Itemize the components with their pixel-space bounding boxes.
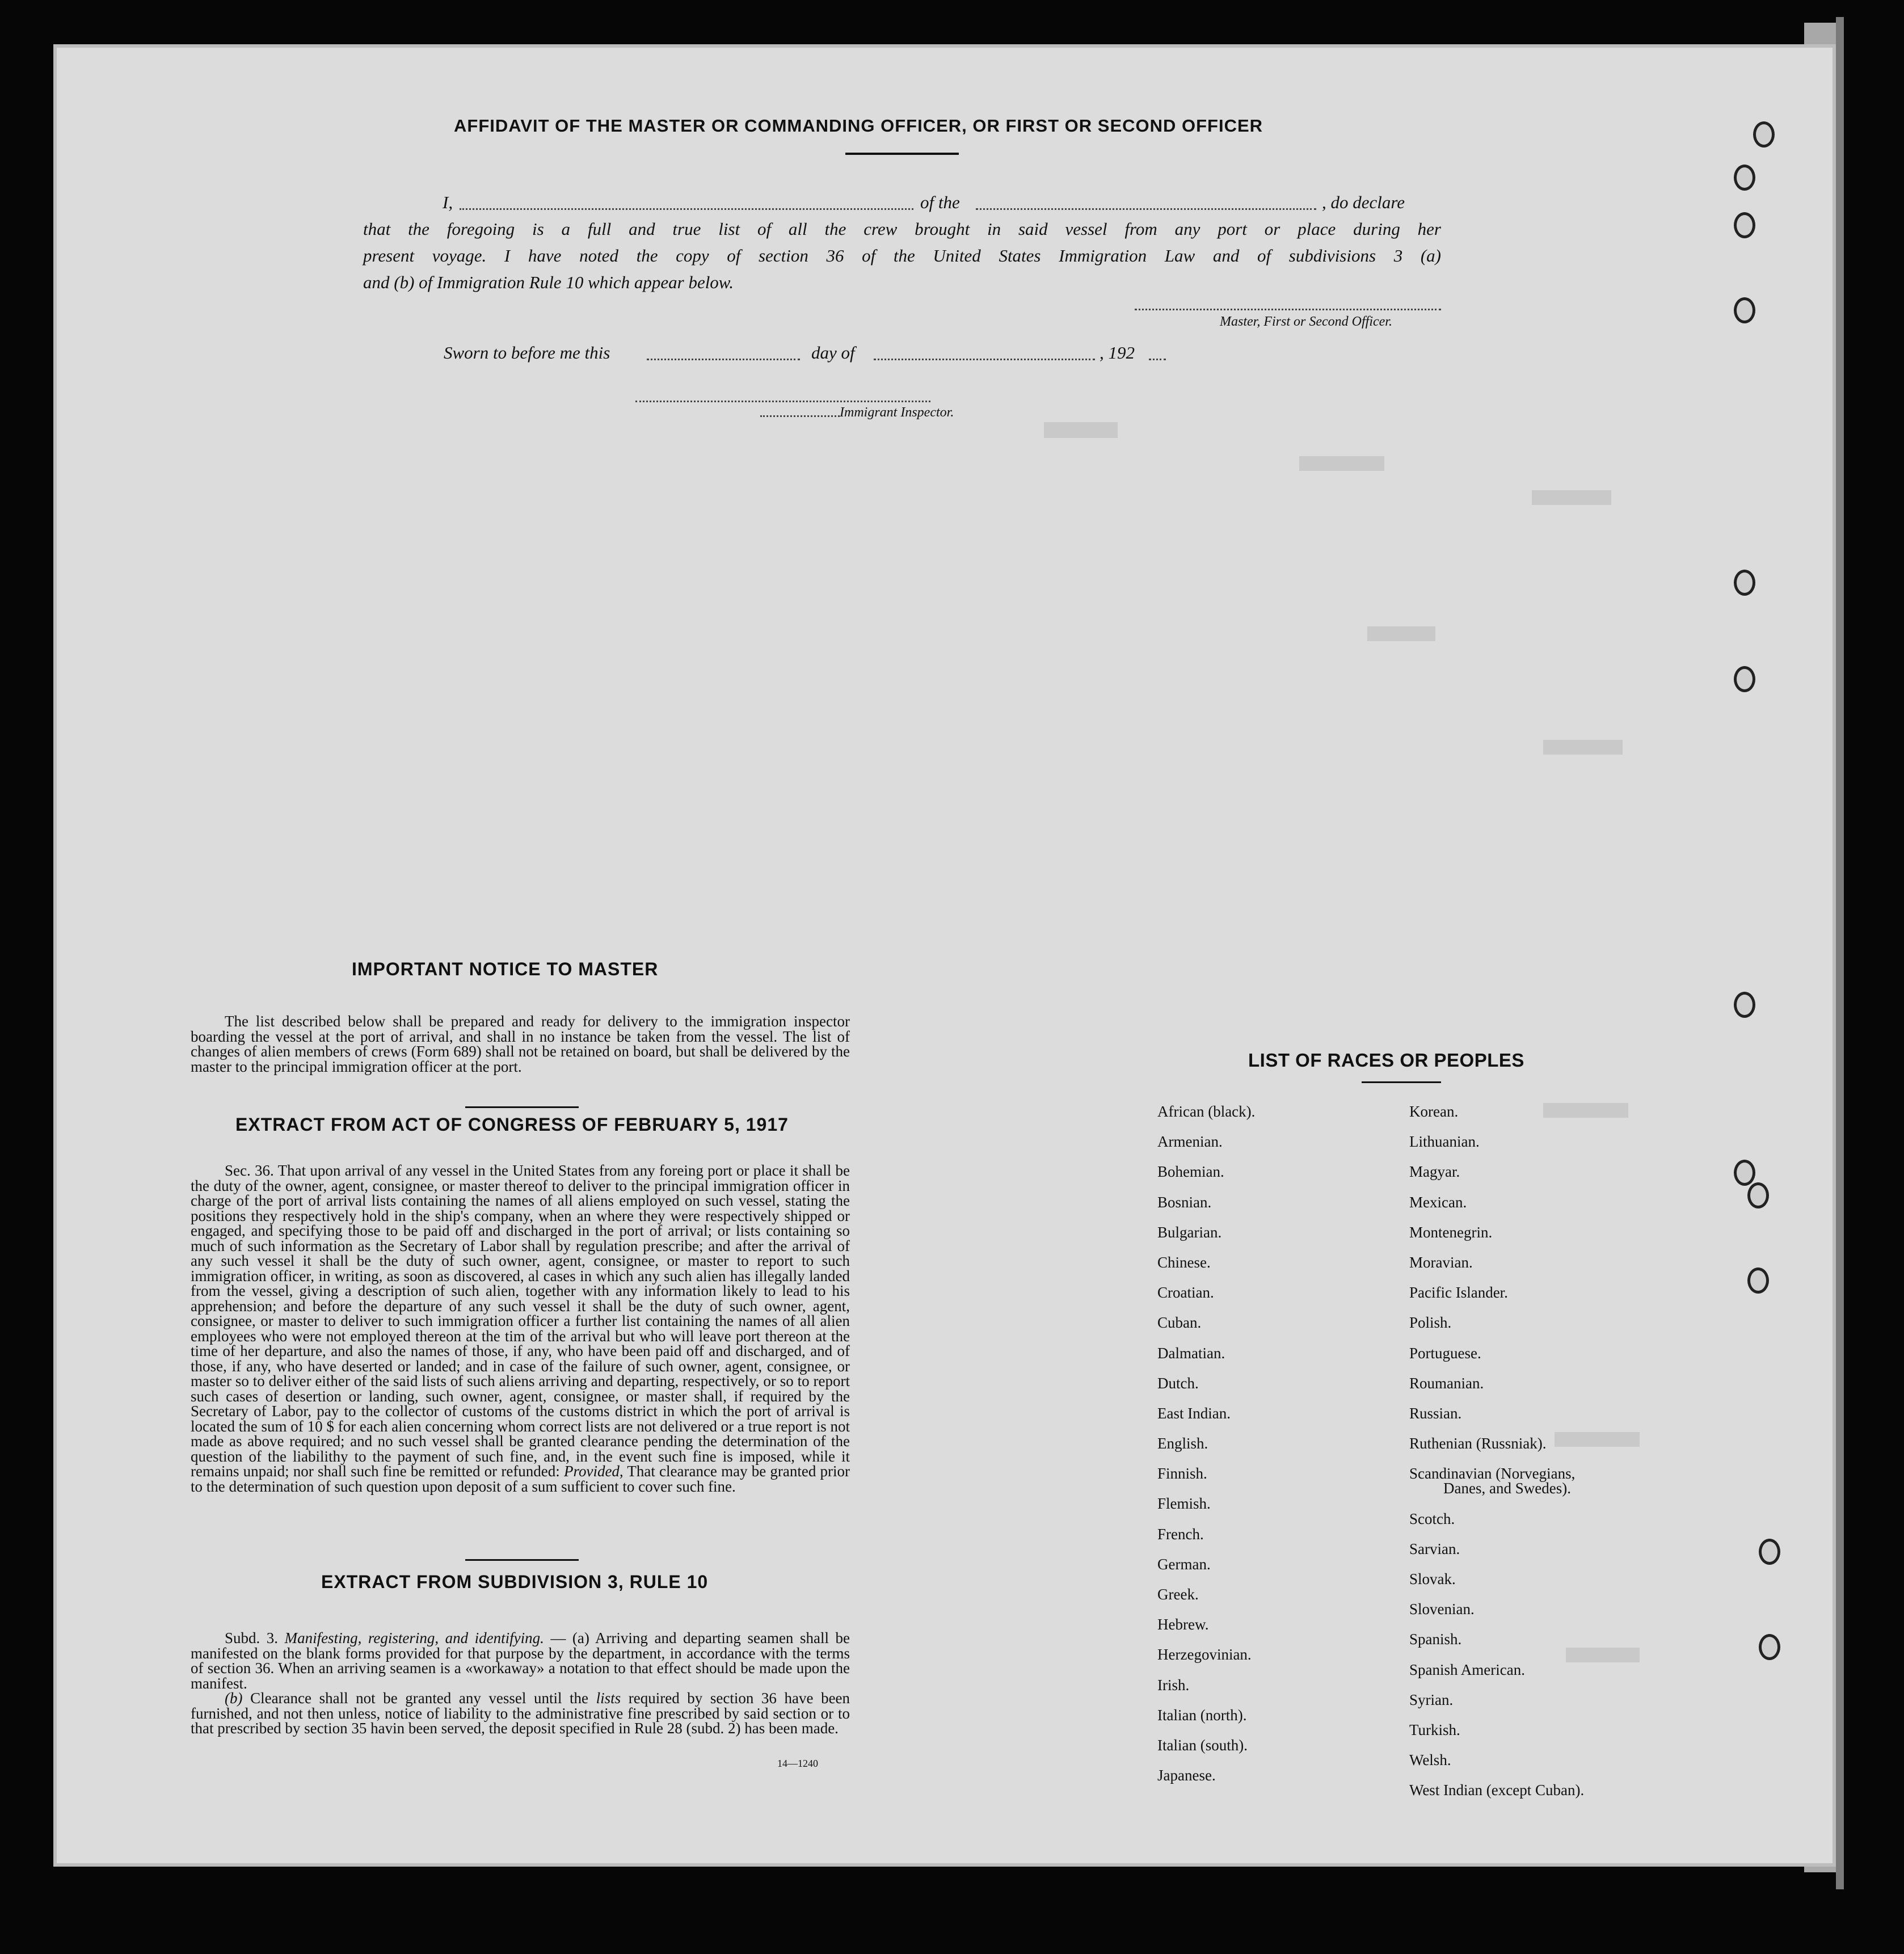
race-item: Portuguese. (1409, 1344, 1481, 1362)
race-item: Chinese. (1157, 1253, 1211, 1271)
binder-hole (1734, 992, 1755, 1018)
race-item: Hebrew. (1157, 1616, 1209, 1633)
rule-para-b-lists: lists (596, 1690, 621, 1707)
races-underline (1362, 1081, 1441, 1083)
race-item: Bosnian. (1157, 1193, 1212, 1211)
race-item: Roumanian. (1409, 1374, 1484, 1392)
races-right-column (1409, 1103, 1584, 1812)
race-item: Russian. (1409, 1404, 1462, 1422)
race-item: English. (1157, 1435, 1208, 1452)
race-item: West Indian (except Cuban). (1409, 1782, 1585, 1799)
form-number: 14—1240 (777, 1758, 818, 1769)
name-blank-line[interactable] (460, 208, 913, 210)
act-sec-label: Sec. 36. (225, 1162, 274, 1179)
race-item: East Indian. (1157, 1404, 1231, 1422)
act-provided-label: Provided, (563, 1463, 624, 1480)
binder-hole (1747, 1182, 1769, 1208)
binder-hole (1734, 212, 1755, 238)
rule-subd-italic: Manifesting, registering, and identifying. (284, 1629, 544, 1646)
day-blank-line[interactable] (647, 359, 800, 360)
binder-hole (1734, 165, 1755, 191)
binder-hole (1759, 1539, 1780, 1565)
race-item: Korean. (1409, 1103, 1459, 1120)
notice-body: The list described below shall be prepared and ready for delivery to the immigration inspector boarding the vessel at the port of arrival, and shall in no instance be taken from the vessel. The list of changes of alien members of crews (Form 689) shall not be retained on board, but shall be delivered by the master to the principal immigration officer at the port. (191, 1013, 850, 1075)
race-item: Herzegovinian. (1157, 1646, 1252, 1664)
races-left-column (1157, 1103, 1255, 1797)
act-title: EXTRACT FROM ACT OF CONGRESS OF FEBRUARY 5, 1917 (235, 1114, 789, 1135)
rule-para-a (191, 1631, 850, 1691)
affidavit-statement-line3: and (b) of Immigration Rule 10 which appear below. (363, 272, 734, 292)
bleed-through-mark (1532, 490, 1611, 505)
race-item: Welsh. (1409, 1751, 1451, 1769)
race-item: Spanish American. (1409, 1661, 1525, 1678)
year-label: , 192 (1100, 343, 1135, 363)
race-item: Scotch. (1409, 1510, 1455, 1527)
races-title: LIST OF RACES OR PEOPLES (1248, 1050, 1524, 1071)
race-item: Bohemian. (1157, 1163, 1224, 1181)
race-item: Greek. (1157, 1586, 1199, 1603)
affidavit-of-the-label: of the (920, 192, 960, 212)
race-item: Cuban. (1157, 1314, 1202, 1332)
document-page (57, 48, 1833, 1863)
month-blank-line[interactable] (874, 359, 1095, 360)
race-item: Sarvian. (1409, 1540, 1460, 1557)
rule-subd-label: Subd. 3. (225, 1629, 279, 1646)
race-item: Croatian. (1157, 1284, 1214, 1302)
race-item: Magyar. (1409, 1163, 1460, 1181)
signature-caption: Master, First or Second Officer. (1220, 314, 1392, 329)
race-item: Spanish. (1409, 1631, 1462, 1648)
affidavit-i-label: I, (443, 192, 453, 212)
rule-para-b-post: required by section 36 have been furnished, and not then unless, notice of liability to the administrative fine prescribed by said section or to that prescribed by section 35 havin been served, the deposit specified in Rule 28 (subd. 2) has been made. (191, 1690, 850, 1737)
race-item: Montenegrin. (1409, 1223, 1493, 1241)
affidavit-statement-line1: that the foregoing is a full and true list of all the crew brought in said vessel from any port or place during her (363, 219, 1441, 239)
race-item: Irish. (1157, 1676, 1190, 1694)
race-item: Pacific Islander. (1409, 1284, 1508, 1302)
title-underline (845, 153, 959, 155)
race-item: Bulgarian. (1157, 1223, 1222, 1241)
race-item: German. (1157, 1555, 1211, 1573)
vessel-blank-line[interactable] (976, 208, 1316, 210)
race-item: Flemish. (1157, 1495, 1211, 1513)
race-item: Scandinavian (Norvegians, (1409, 1465, 1576, 1483)
rule-para-b (191, 1691, 850, 1736)
race-item: Slovak. (1409, 1570, 1456, 1587)
binder-hole (1753, 121, 1775, 148)
race-item: Moravian. (1409, 1253, 1473, 1271)
race-item: Slovenian. (1409, 1601, 1475, 1618)
signature-blank-line[interactable] (1135, 309, 1441, 310)
year-blank-line[interactable] (1149, 359, 1166, 360)
race-item: Armenian. (1157, 1133, 1223, 1151)
binder-hole (1734, 666, 1755, 692)
binder-hole (1734, 570, 1755, 596)
act-body-end: That clearance may be granted prior to the determination of such question upon deposit of a sum sufficient to cover such fine. (191, 1463, 850, 1495)
bleed-through-mark (1299, 456, 1384, 471)
race-item: Japanese. (1157, 1767, 1216, 1784)
race-item: Lithuanian. (1409, 1133, 1480, 1151)
binder-hole (1734, 1160, 1755, 1186)
race-item: Turkish. (1409, 1721, 1460, 1738)
page-edge-shadow (1836, 17, 1844, 1889)
rule-title: EXTRACT FROM SUBDIVISION 3, RULE 10 (321, 1572, 709, 1592)
race-item: Polish. (1409, 1314, 1452, 1332)
race-item: Danes, and Swedes). (1443, 1480, 1571, 1497)
affidavit-do-declare: , do declare (1322, 192, 1405, 212)
rule-para-a-text: — (a) Arriving and departing seamen shall be manifested on the blank forms provided for that purpose by the department, in accordance with the terms of section 36. When an arriving seamen is a «workaway» a notation to that effect should be made upon the manifest. (191, 1629, 850, 1692)
affidavit-title: AFFIDAVIT OF THE MASTER OR COMMANDING OFFICER, OR FIRST OR SECOND OFFICER (454, 116, 1263, 136)
race-item: Mexican. (1409, 1193, 1467, 1211)
bleed-through-mark (1044, 422, 1118, 438)
race-item: French. (1157, 1525, 1204, 1543)
inspector-caption: Immigrant Inspector. (840, 405, 954, 420)
race-item: African (black). (1157, 1103, 1256, 1120)
day-of-label: day of (811, 343, 855, 363)
act-body (191, 1163, 850, 1494)
binder-hole (1734, 297, 1755, 323)
act-body-text: That upon arrival of any vessel in the United States from any foreing port or place it shall be the duty of the owner, agent, consignee, or master thereof to deliver to the principal immigration officer in charge of the port of arrival lists containing the names of all aliens employed on such vessel, stating the positions they respectively hold in the ship's company, when an where they were respectively shipped or engaged, and specifying those to be paid off and discharged in the port of arrival; or lists containing so much of such information as the Secretary of Labor shall by regulation prescribe; and after the arrival of any such vessel it shall be the duty of such owner, agent, consignee, or master to report to such immigration officer, in writing, as soon as discovered, al cases in which any such alien has illegally landed from the vessel, giving a description of such alien, together with any information likely to lead to his apprehension; and before the departure of any such vessel it shall be the duty of such owner, agent, consignee, or master to deliver to such immigration officer a further list containing the names of all alien employees who were not employed thereon at the tim of the arrival but who will leave port thereon at the time of her departure, and also the names of those, if any, who have been paid off and discharged, and of those, if any, who have deserted or landed; and in case of the failure of such owner, agent, consignee, or master so to deliver either of the said lists of such aliens arriving and departing, respectively, or so to report such cases of desertion or landing, such owner, agent, consignee, or master shall, if required by the Secretary of Labor, pay to the collector of customs of the customs district in which the port of arrival is located the sum of 10 $ for each alien concerning whom correct lists are not delivered or a true report is not made as above required; and no such vessel shall be granted clearance pending the determination of the question of the liabilithy to the payment of such fine, and, in the event such fine is imposed, while it remains unpaid; nor shall such fine be remitted or refunded: (191, 1162, 850, 1480)
rule-para-b-pre: Clearance shall not be granted any vessel until the (250, 1690, 589, 1707)
bleed-through-mark (1543, 740, 1623, 755)
race-item: Syrian. (1409, 1691, 1454, 1708)
sworn-label: Sworn to before me this (444, 343, 610, 363)
bleed-through-mark (1367, 626, 1435, 641)
race-item: Finnish. (1157, 1465, 1207, 1483)
race-item: Dutch. (1157, 1374, 1199, 1392)
notice-title: IMPORTANT NOTICE TO MASTER (352, 959, 659, 979)
binder-hole (1747, 1267, 1769, 1294)
rule-top-rule (465, 1559, 579, 1561)
affidavit-statement-line2: present voyage. I have noted the copy of section 36 of the United States Immigration Law and of subdivisions 3 (a) (363, 246, 1441, 266)
inspector-signature-line-short (760, 415, 840, 417)
binder-hole (1759, 1634, 1780, 1660)
inspector-signature-line[interactable] (635, 401, 930, 402)
race-item: Italian (south). (1157, 1736, 1248, 1754)
race-item: Italian (north). (1157, 1706, 1247, 1724)
act-top-rule (465, 1106, 579, 1108)
race-item: Dalmatian. (1157, 1344, 1225, 1362)
rule-para-b-label: (b) (225, 1690, 243, 1707)
race-item: Ruthenian (Russniak). (1409, 1435, 1547, 1452)
